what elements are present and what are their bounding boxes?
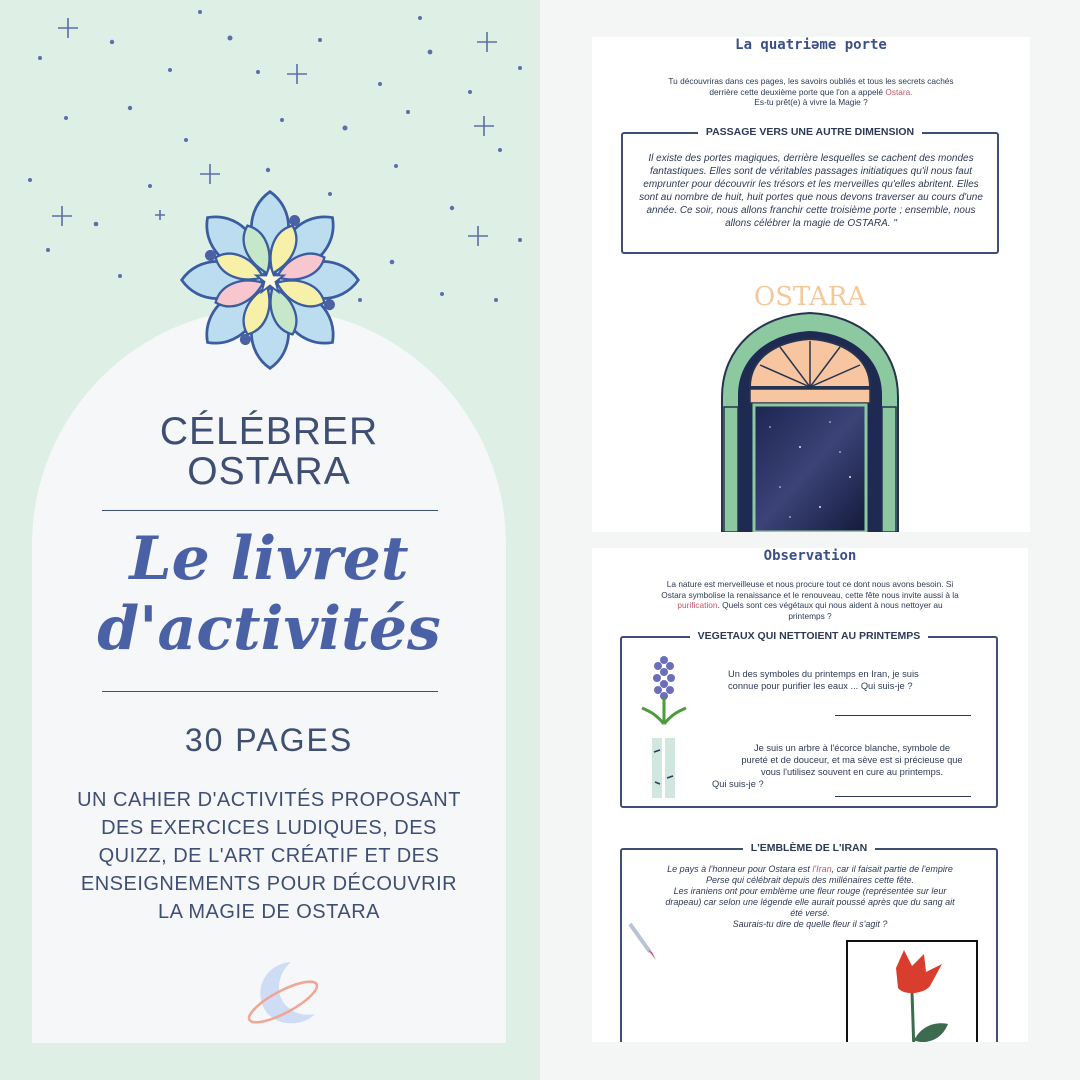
title-line-1: CÉLÉBRER (159, 410, 379, 453)
intro-line (592, 87, 1030, 98)
preview-page-1 (592, 37, 1030, 532)
question-line: connue pour purifier les eaux ... Qui suis-je ? (728, 681, 913, 691)
main-title (32, 412, 506, 492)
intro-accent: Ostara. (885, 86, 913, 97)
drawing-frame (846, 940, 978, 1042)
page-title: La quatriəme porte (735, 37, 887, 53)
intro-accent: purification (677, 600, 718, 610)
passage-box (621, 126, 999, 254)
moon-planet-icon (245, 958, 325, 1030)
intro-text: derrière cette deuxième porte que l'on a appelé (709, 86, 886, 97)
answer-line-2 (835, 796, 971, 797)
emblem-line: Perse qui célébrait depuis des millénaires cette fête. (705, 875, 915, 885)
paintbrush-icon (628, 922, 658, 962)
answer-line-1 (835, 715, 971, 716)
mandala-flower-icon (178, 188, 362, 372)
intro-text: . Quels sont ces végétaux qui nous aident à nous nettoyer au (717, 600, 943, 610)
plants-box (620, 630, 998, 808)
emblem-line: Les iraniens ont pour emblème une fleur rouge (représentée sur leur (673, 886, 947, 896)
question-line: Je suis un arbre à l'écorce blanche, symbole de (753, 743, 951, 753)
door-word: OSTARA (753, 282, 867, 312)
hyacinth-icon (640, 652, 688, 728)
page-intro (592, 76, 1030, 108)
page-title: Observation (763, 548, 857, 564)
intro-line: printemps ? (788, 610, 832, 621)
box-label: L'EMBLÈME DE L'IRAN (622, 842, 996, 854)
question-line: vous l'utilisez souvent en cure au printemps. (760, 767, 944, 777)
intro-line: Es-tu prêt(e) à vivre la Magie ? (754, 97, 868, 107)
page-intro (592, 579, 1028, 621)
emblem-line: Saurais-tu dire de quelle fleur il s'agit ? (732, 919, 888, 929)
emblem-line: Le pays à l'honneur pour Ostara est l'Iran, car il faisait partie de l'empire (667, 864, 953, 874)
intro-line: Ostara symbolise la renaissance et le renouveau, cette fête nous invite aussi à la (661, 589, 959, 600)
emblem-box (620, 842, 998, 1042)
emblem-line: été versé. (790, 908, 830, 918)
divider-top (102, 510, 438, 511)
subtitle (32, 524, 506, 664)
question-2 (712, 742, 992, 790)
intro-line: Tu découvriras dans ces pages, les savoirs oubliés et tous les secrets cachés (668, 76, 954, 86)
box-text: Il existe des portes magiques, derrière lesquelles se cachent des mondes fantastiques. Elles sont de véritables passages initiatiques qu'il nous faut emprunter pour découvrir les trésors et les merveilles qu'elles abritent. Elles sont au nombre de huit, huit portes que nous devons traverser au cours d'une année. Ce soir, nous allons franchir cette troisième porte ; ensemble, nous allons célébrer la magie de OSTARA. " (639, 153, 983, 229)
box-label: PASSAGE VERS UNE AUTRE DIMENSION (623, 126, 997, 138)
ostara-door-illustration (710, 277, 910, 532)
question-line: Un des symboles du printemps en Iran, je suis (728, 669, 919, 679)
page-count: 30 PAGES (184, 722, 354, 758)
title-line-2: OSTARA (187, 450, 351, 493)
question-1 (728, 668, 919, 692)
intro-line (592, 600, 1028, 611)
question-line: Qui suis-je ? (712, 779, 764, 789)
divider-bottom (102, 691, 438, 692)
emblem-line: drapeau) car selon une légende elle aurait poussé après que du sang ait (665, 897, 955, 907)
birch-tree-icon (650, 738, 680, 798)
tulip-icon (868, 948, 958, 1042)
description: UN CAHIER D'ACTIVITÉS PROPOSANT DES EXERCICES LUDIQUES, DES QUIZZ, DE L'ART CRÉATIF ET DES ENSEIGNEMENTS POUR DÉCOUVRIR LA MAGIE DE OSTARA (77, 789, 461, 923)
intro-line: La nature est merveilleuse et nous procure tout ce dont nous avons besoin. Si (666, 579, 954, 589)
emblem-text (628, 864, 992, 930)
question-line: pureté et de douceur, et ma sève est si précieuse que (741, 755, 963, 765)
box-label: VEGETAUX QUI NETTOIENT AU PRINTEMPS (622, 630, 996, 642)
preview-page-2 (592, 548, 1028, 1042)
subtitle-line-2: d'activités (97, 594, 441, 664)
subtitle-line-1: Le livret (129, 524, 409, 594)
